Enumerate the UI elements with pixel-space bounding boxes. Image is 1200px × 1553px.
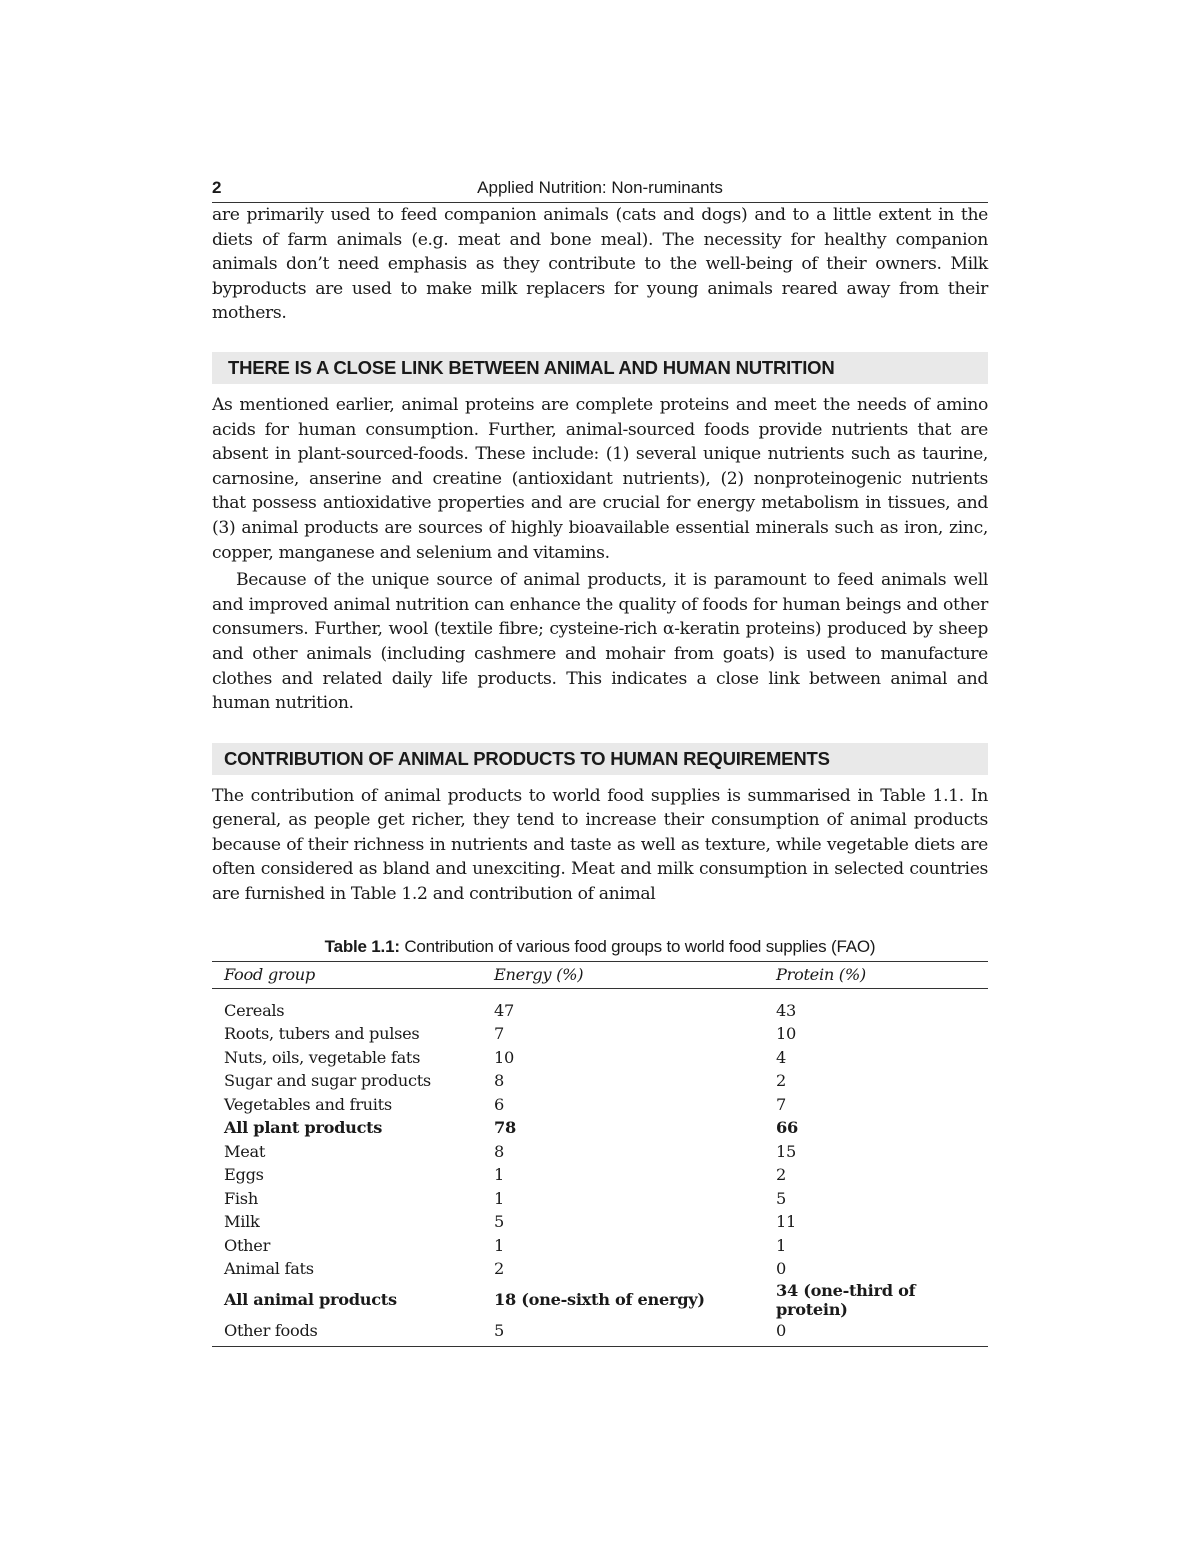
table-row [212, 1069, 988, 1093]
cell-food-group: Vegetables and fruits [224, 1094, 392, 1114]
paragraph-link-2: Because of the unique source of animal products, it is paramount to feed animals well and improved animal nutrition can enhance the quality of foods for human beings and other consumers. Further, wool (textile fibre; cysteine-rich α-keratin proteins) produced by sheep and other animals (including cashmere and mohair from goats) is used to manufacture clothes and related daily life products. This indicates a close link between animal and human nutrition. [212, 570, 988, 714]
cell-protein: 43 [776, 1000, 796, 1020]
cell-food-group: Animal fats [224, 1259, 314, 1279]
running-title: Applied Nutrition: Non-ruminants [477, 178, 723, 197]
cell-protein: 1 [776, 1235, 786, 1255]
cell-energy: 8 [494, 1141, 504, 1161]
cell-food-group: Cereals [224, 1000, 285, 1020]
page-header [212, 168, 988, 203]
table-row [212, 1281, 988, 1319]
cell-energy: 5 [494, 1320, 504, 1340]
cell-protein: 2 [776, 1071, 786, 1091]
cell-food-group: Milk [224, 1212, 260, 1232]
cell-food-group: Eggs [224, 1165, 264, 1185]
cell-protein: 10 [776, 1024, 796, 1044]
cell-food-group: Other foods [224, 1320, 318, 1340]
cell-protein: 7 [776, 1094, 786, 1114]
cell-protein: 34 (one-third of protein) [776, 1280, 916, 1319]
table-body [212, 988, 988, 1347]
food-supply-table [212, 961, 988, 1348]
table-row [212, 1046, 988, 1070]
cell-energy: 7 [494, 1024, 504, 1044]
table-header-row [212, 961, 988, 988]
cell-protein: 0 [776, 1320, 786, 1340]
cell-protein: 11 [776, 1212, 796, 1232]
table-caption-label: Table 1.1: [324, 936, 400, 956]
cell-energy: 18 (one-sixth of energy) [494, 1290, 705, 1310]
cell-food-group: Meat [224, 1141, 266, 1161]
header-food-group: Food group [212, 961, 494, 988]
table-caption [212, 937, 988, 957]
table-caption-text: Contribution of various food groups to world food supplies (FAO) [399, 936, 876, 956]
paragraph-link-1: As mentioned earlier, animal proteins are complete proteins and meet the needs of amino acids for human consumption. Further, animal-sourced foods provide nutrients that are absent in plant-sourced-foods. These include: (1) several unique nutrients such as taurine, carnosine, anserine and creatine (antioxidant nutrients), (2) nonproteinogenic nutrients that possess antioxidative properties and are crucial for energy metabolism in tissues, and (3) animal products are sources of highly bioavailable essential minerals such as iron, zinc, copper, manganese and selenium and vitamins. [212, 394, 988, 563]
table-row [212, 1093, 988, 1117]
cell-protein: 2 [776, 1165, 786, 1185]
table-row [212, 1163, 988, 1187]
table-row [212, 1187, 988, 1211]
paragraph-intro: are primarily used to feed companion animals (cats and dogs) and to a little extent in the diets of farm animals (e.g. meat and bone meal). The necessity for healthy companion animals don’t need emphasis as they contribute to the well-being of their owners. Milk byproducts are used to make milk replacers for young animals reared away from their mothers. [212, 205, 988, 324]
cell-energy: 47 [494, 1000, 514, 1020]
section-heading-contribution: CONTRIBUTION OF ANIMAL PRODUCTS TO HUMAN REQUIREMENTS [212, 743, 988, 775]
cell-protein: 4 [776, 1047, 786, 1067]
cell-energy: 10 [494, 1047, 514, 1067]
cell-food-group: Nuts, oils, vegetable fats [224, 1047, 421, 1067]
header-energy: Energy (%) [494, 961, 776, 988]
cell-food-group: Roots, tubers and pulses [224, 1024, 420, 1044]
table-row [212, 1319, 988, 1347]
cell-food-group: Sugar and sugar products [224, 1071, 431, 1091]
table-row [212, 1257, 988, 1281]
cell-energy: 8 [494, 1071, 504, 1091]
table-row [212, 1116, 988, 1140]
cell-protein: 5 [776, 1188, 786, 1208]
cell-energy: 1 [494, 1165, 504, 1185]
page-number: 2 [212, 178, 222, 197]
document-page [212, 168, 988, 1347]
cell-food-group: Fish [224, 1188, 258, 1208]
table-row [212, 988, 988, 1022]
cell-protein: 0 [776, 1259, 786, 1279]
cell-energy: 1 [494, 1188, 504, 1208]
cell-food-group: Other [224, 1235, 271, 1255]
cell-food-group: All plant products [224, 1118, 383, 1138]
table-row [212, 1234, 988, 1258]
cell-energy: 5 [494, 1212, 504, 1232]
cell-protein: 66 [776, 1118, 798, 1138]
cell-food-group: All animal products [224, 1290, 397, 1310]
cell-energy: 1 [494, 1235, 504, 1255]
paragraph-contribution: The contribution of animal products to world food supplies is summarised in Table 1.1. In general, as people get richer, they tend to increase their consumption of animal products because of their richness in nutrients and taste as well as texture, while vegetable diets are often considered as bland and unexciting. Meat and milk consumption in selected countries are furnished in Table 1.2 and contribution of animal [212, 785, 988, 905]
cell-energy: 78 [494, 1118, 516, 1138]
table-row [212, 1210, 988, 1234]
cell-protein: 15 [776, 1141, 796, 1161]
cell-energy: 2 [494, 1259, 504, 1279]
table-row [212, 1022, 988, 1046]
table-row [212, 1140, 988, 1164]
header-protein: Protein (%) [776, 961, 988, 988]
section-heading-link: THERE IS A CLOSE LINK BETWEEN ANIMAL AND HUMAN NUTRITION [212, 352, 988, 384]
cell-energy: 6 [494, 1094, 504, 1114]
